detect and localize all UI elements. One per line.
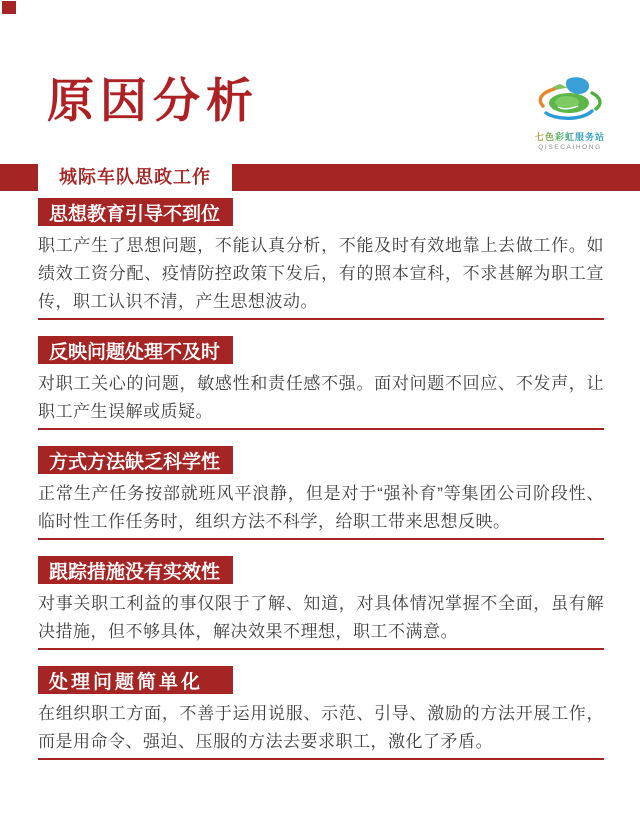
section-body: 对事关职工利益的事仅限于了解、知道，对具体情况掌握不全面，虽有解决措施，但不够具体，解决效果不理想，职工不满意。 <box>38 594 604 641</box>
section-body: 在组织职工方面，不善于运用说服、示范、引导、激励的方法开展工作，而是用命令、强迫、压服的方法去要求职工，激化了矛盾。 <box>38 704 604 751</box>
rainbow-logo-icon <box>534 76 606 124</box>
section-problem-response <box>38 336 604 430</box>
section-heading-chip: 思想教育引导不到位 <box>38 198 233 226</box>
sections-list <box>38 196 604 760</box>
section-heading-chip: 处理问题简单化 <box>38 666 233 694</box>
page-title: 原因分析 <box>47 74 259 127</box>
section-divider <box>38 758 604 760</box>
band-label: 城际车队思政工作 <box>38 155 232 196</box>
section-divider <box>38 538 604 540</box>
section-body: 职工产生了思想问题，不能认真分析，不能及时有效地靠上去做工作。如绩效工资分配、疫情防控政策下发后，有的照本宣科，不求甚解为职工宣传，职工认识不清，产生思想波动。 <box>38 236 604 311</box>
logo-name-en: QISECAIHONG <box>538 144 602 151</box>
corner-accent-mark <box>2 1 16 14</box>
section-heading-chip: 方式方法缺乏科学性 <box>38 446 233 474</box>
section-divider <box>38 428 604 430</box>
section-method-science <box>38 446 604 540</box>
logo-name-cn: 七色彩虹服务站 <box>526 130 614 143</box>
section-simplified-handling <box>38 666 604 760</box>
section-body: 对职工关心的问题，敏感性和责任感不强。面对问题不回应、不发声，让职工产生误解或质疑。 <box>38 374 604 421</box>
section-band <box>0 164 640 191</box>
section-divider <box>38 318 604 320</box>
section-tracking-measures <box>38 556 604 650</box>
section-divider <box>38 648 604 650</box>
section-heading-chip: 反映问题处理不及时 <box>38 336 233 364</box>
section-body: 正常生产任务按部就班风平浪静，但是对于“强补育”等集团公司阶段性、临时性工作任务时，组织方法不科学，给职工带来思想反映。 <box>38 484 604 531</box>
section-heading-chip: 跟踪措施没有实效性 <box>38 556 233 584</box>
company-logo <box>526 76 614 151</box>
section-thought-education <box>38 198 604 320</box>
